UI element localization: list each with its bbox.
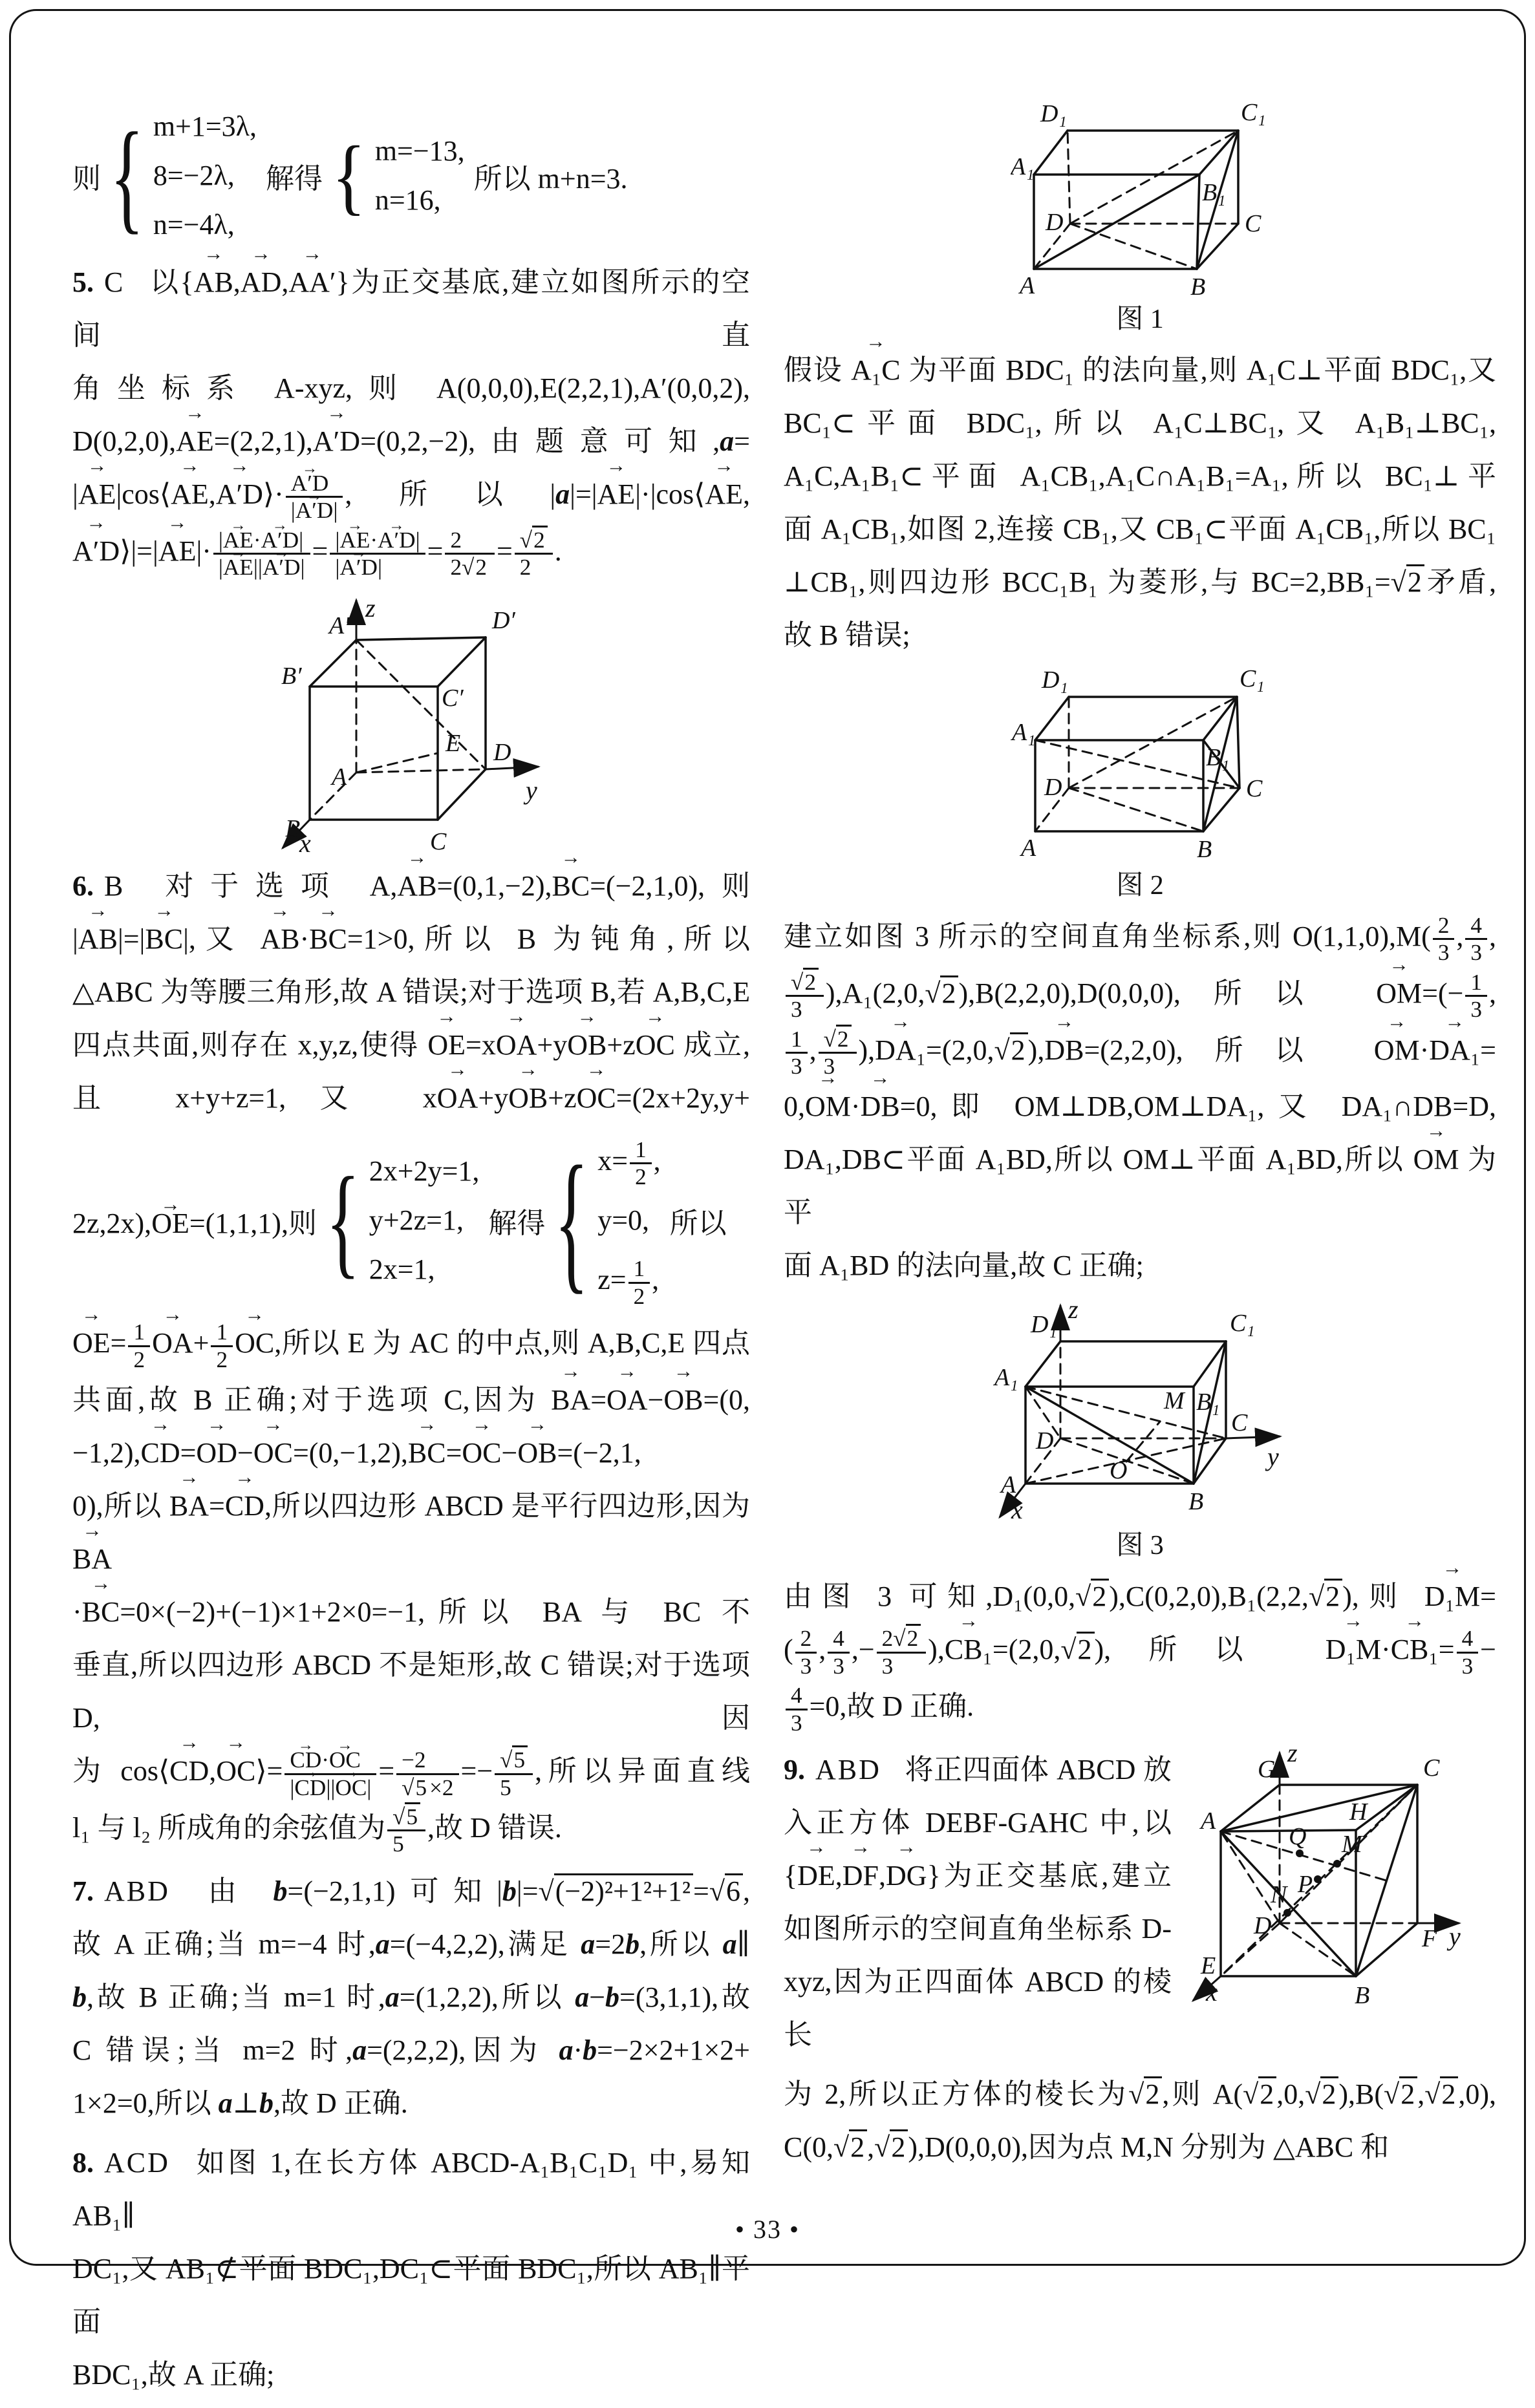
vertex-label-a: A [332, 763, 347, 791]
math-line: {→ DE,→ DF,→ DG}为正交基底,建立 [784, 1849, 1172, 1902]
problem-9-continued [784, 2068, 1496, 2174]
axis-label-z: z [1287, 1743, 1298, 1768]
axis-label-x: x [1206, 1977, 1218, 2007]
figure-problem9 [1181, 1743, 1492, 2021]
axis-label-y: y [526, 775, 537, 805]
axis-label-y: y [1449, 1922, 1461, 1952]
system-tail: 所以 [669, 1208, 727, 1240]
vertex-label-a1: A₁ [994, 1364, 1018, 1392]
vertex-label-a1: A₁ [1011, 153, 1035, 180]
equation: n=−4λ, [153, 209, 235, 240]
vertex-label-d1: D₁ [1042, 668, 1068, 694]
math-line: b,故 B 正确;当 m=1 时,a=(1,2,2),所以 a−b=(3,1,1),故 [72, 1981, 750, 2013]
equation: 2x+2y=1, [369, 1155, 480, 1188]
equation: m+1=3λ, [153, 111, 257, 142]
system-tail: 所以 m+n=3. [473, 163, 628, 195]
point-label-m: M [1164, 1387, 1185, 1415]
vertex-label-c: C [430, 827, 447, 855]
problem-8-analysis-d [784, 1570, 1496, 1737]
vertex-label-d: D [1044, 774, 1062, 801]
math-text: 对于选项 A,→ AB=(0,1,−2),→ BC=(−2,1,0),则 [148, 870, 750, 902]
math-line: 共面,故 B 正确;对于选项 C,因为 → BA=→ OA−→ OB=(0, [72, 1374, 750, 1427]
math-line: $\frac{√2}{3}$ ),A₁(2,0,√2),B(2,2,0),D(0,0,0),所以 → OM=(− $\frac{1}{3}$ , [784, 967, 1496, 1024]
vertex-label-g: G [1258, 1756, 1276, 1784]
equation: z= $\frac{1}{2}$ , [597, 1256, 660, 1309]
vertex-label-d: D [493, 738, 511, 766]
math-line: xyz,因为正四面体 ABCD 的棱长 [784, 1966, 1172, 2051]
math-line: 角坐标系 A-xyz,则 A(0,0,0),E(2,2,1),A′(0,0,2), [72, 372, 750, 404]
system-mid: 解得 [488, 1208, 546, 1240]
math-line: l₁ 与 l₂ 所成角的余弦值为 $\frac{√5}{5}$ ,故 D 错误. [72, 1802, 750, 1859]
math-line: $\frac{1}{3}$ , $\frac{√2}{3}$ ),→ DA₁=(2,0,√2),→ DB=(2,2,0),所以 → OM·→ DA₁= [784, 1024, 1496, 1081]
math-line: 建立如图 3 所示的空间直角坐标系,则 O(1,1,0),M( $\frac{2}{3}$ , $\frac{4}{3}$ , [784, 912, 1496, 966]
problem-answer: ACD [104, 2146, 170, 2179]
vertex-label-a1: A₁ [1012, 719, 1036, 746]
point-label-o: O [1110, 1457, 1128, 1485]
math-line: △ABC 为等腰三角形,故 A 错误;对于选项 B,若 A,B,C,E [72, 975, 750, 1008]
math-text: 如图 1,在长方体 ABCD-A₁B₁C₁D₁ 中,易知 AB₁∥ [72, 2146, 750, 2232]
math-line: 如图所示的空间直角坐标系 D- [784, 1913, 1172, 1945]
axis-label-x: x [1011, 1495, 1023, 1525]
problem-9 [784, 1743, 1496, 2062]
figure-2-box [1011, 668, 1269, 866]
math-line: C(0,√2,√2),D(0,0,0),因为点 M,N 分别为 △ABC 和 [784, 2121, 1496, 2174]
problem-answer: C [104, 266, 125, 298]
problem-8-header-line [72, 2136, 750, 2243]
math-line: 0,→ OM·→ DB=0,即 OM⊥DB,OM⊥DA₁,又 DA₁∩DB=D, [784, 1080, 1496, 1133]
vertex-label-b: B [1188, 1488, 1204, 1516]
problem-number: 9. [784, 1754, 805, 1786]
math-line: C 错误;当 m=2 时,a=(2,2,2),因为 a·b=−2×2+1×2+ [72, 2034, 750, 2066]
vertex-label-c: C [1246, 775, 1263, 802]
figure-tetrahedron-in-cube [1181, 1743, 1492, 2025]
vertex-label-d-prime: D′ [492, 606, 515, 634]
vertex-label-c1: C₁ [1230, 1310, 1255, 1337]
math-line: $\frac{4}{3}$ =0,故 D 正确. [784, 1680, 1496, 1737]
system-mid: 解得 [266, 163, 323, 195]
equations [369, 1147, 480, 1294]
math-line: 由图 3 可知,D₁(0,0,√2),C(0,2,0),B₁(2,2,√2),则 → D₁M= [784, 1570, 1496, 1623]
left-column [72, 102, 750, 2408]
math-line: ⊥CB₁,则四边形 BCC₁B₁ 为菱形,与 BC=2,BB₁=√2矛盾, [784, 556, 1496, 609]
axes [283, 600, 539, 848]
left-brace: { [332, 128, 366, 224]
vertex-label-c-prime: C′ [442, 684, 464, 712]
vertex-label-c: C [1245, 210, 1261, 237]
point-label-m: M [1342, 1831, 1362, 1859]
axis-label-y: y [1267, 1442, 1279, 1472]
axis-label-z: z [365, 593, 376, 623]
system-lead: 2z,2x),→ OE=(1,1,1),则 [72, 1200, 317, 1241]
problem-5 [72, 256, 750, 582]
problem-answer: ABD [104, 1875, 170, 1907]
equations [153, 102, 257, 250]
vertex-label-d1: D₁ [1040, 102, 1067, 127]
box-edges [310, 637, 486, 820]
equation-system-lambda [72, 102, 750, 250]
problem-8-analysis-c [784, 910, 1496, 1292]
vertex-label-b1: B₁ [1202, 179, 1226, 206]
figure-cube-problem5 [272, 588, 550, 856]
vertex-label-e: E [445, 729, 461, 757]
figure-2-caption: 图 2 [1116, 871, 1164, 900]
problem-answer: B [104, 869, 125, 902]
vertex-label-a: A [1201, 1807, 1216, 1835]
math-line: 假设 → A₁C 为平面 BDC₁ 的法向量,则 A₁C⊥平面 BDC₁,又 [784, 344, 1496, 397]
vertex-label-b: B [285, 815, 301, 842]
right-column [784, 97, 1496, 2180]
point-label-n: N [1271, 1881, 1287, 1909]
math-line: 入正方体 DEBF-GAHC 中,以 [784, 1807, 1172, 1839]
problem-number: 5. [72, 266, 94, 298]
vertex-label-b1: B₁ [1196, 1389, 1220, 1416]
math-line: 为 2,所以正方体的棱长为√2,则 A(√2,0,√2),B(√2,√2,0), [784, 2068, 1496, 2121]
math-line: |→ AB|=|→ BC|,又 → AB·→ BC=1>0,所以 B 为钝角,所以 [72, 913, 750, 966]
vertex-label-d: D [1254, 1912, 1272, 1940]
math-line: 故 A 正确;当 m=−4 时,a=(−4,2,2),满足 a=2b,所以 a∥ [72, 1928, 750, 1960]
figure-1-caption: 图 1 [1116, 304, 1164, 334]
problem-number: 7. [72, 1875, 94, 1907]
problem-5-header-line [72, 256, 750, 362]
problem-9-header-line [784, 1743, 1172, 1796]
page-number: • 33 • [735, 2215, 800, 2244]
vertex-label-c1: C₁ [1240, 668, 1265, 692]
vertex-label-a: A [1021, 835, 1036, 862]
axis-label-z: z [1068, 1299, 1079, 1325]
equation: m=−13, [374, 135, 465, 167]
equation: x= $\frac{1}{2}$ , [597, 1136, 661, 1190]
math-line: 故 B 错误; [784, 619, 910, 651]
math-line: ·→ BC=0×(−2)+(−1)×1+2×0=−1,所以 BA 与 BC 不 [72, 1586, 750, 1639]
system-lead: 则 [72, 163, 101, 195]
vertex-label-a: A [1001, 1471, 1016, 1499]
vertex-label-h: H [1349, 1798, 1368, 1826]
left-brace: { [110, 107, 144, 245]
problem-6-continued [72, 1317, 750, 1858]
problem-7 [72, 1865, 750, 2130]
math-line: 为 cos⟨→ CD,→ OC⟩= → $\frac{CD\cdot\to OC}{|\to CD||\to OC|}$ = $\frac{-2}{√5 \times 2}$ =− $\frac{√5}{5}$ ,所以异面直线 [72, 1745, 750, 1802]
problem-number: 6. [72, 869, 94, 902]
math-line: → A′D⟩|=|→ AE|· $\frac{|\to AE\cdot\to A'D|}{|\to AE||\to A'D|}$ = $\frac{|\to AE\cdot\to A'D|}{|\to A'D|}$ = $\frac{2}{2√2}$ = $\frac{√2}{2}$ . [72, 525, 750, 582]
vertex-label-d1: D₁ [1031, 1311, 1057, 1339]
vertex-label-b: B [1190, 273, 1206, 300]
problem-7-header-line [72, 1865, 750, 1918]
math-line: 1×2=0,所以 a⊥b,故 D 正确. [72, 2087, 408, 2119]
vertex-label-c1: C₁ [1241, 102, 1266, 126]
problem-8-analysis [784, 344, 1496, 662]
point-label-p: P [1298, 1871, 1313, 1899]
math-line: BDC₁,故 A 正确; [72, 2358, 275, 2391]
axis-label-x: x [299, 828, 311, 856]
figure-3-caption: 图 3 [1116, 1531, 1164, 1561]
equation: n=16, [374, 184, 441, 216]
equation-system-xyz [72, 1131, 750, 1311]
equation: y+2z=1, [369, 1204, 464, 1237]
vertex-label-d: D [1046, 209, 1064, 236]
vertex-label-a-prime: A′ [329, 612, 350, 639]
vertex-label-a: A [1020, 272, 1035, 299]
math-line: DC₁,又 AB₁⊄平面 BDC₁,DC₁⊂平面 BDC₁,所以 AB₁∥平面 [72, 2252, 750, 2338]
vertex-label-e: E [1201, 1952, 1216, 1980]
math-line: DA₁,DB⊂平面 A₁BD,所以 OM⊥平面 A₁BD,所以 → OM 为平 [784, 1133, 1496, 1239]
math-text: 以{→ AB,→ AD,→ AA′}为正交基底,建立如图所示的空间直 [72, 266, 750, 351]
vertex-label-b1: B₁ [1206, 744, 1230, 771]
math-line: D(0,2,0),→ AE=(2,2,1),→ A′D=(0,2,−2),由题意可知,a= [72, 415, 750, 468]
vertex-label-b-prime: B′ [281, 662, 302, 690]
equations [375, 127, 465, 225]
left-brace: { [325, 1151, 360, 1290]
point-label-q: Q [1289, 1823, 1307, 1851]
math-line: 面 A₁BD 的法向量,故 C 正确; [784, 1250, 1144, 1282]
figure-3-box [988, 1299, 1292, 1526]
problem-answer: ABD [815, 1754, 881, 1786]
problem-6 [72, 860, 750, 1125]
problem-8 [72, 2136, 750, 2402]
math-line: A₁C,A₁B₁⊂平面 A₁CB₁,A₁C∩A₁B₁=A₁,所以 BC₁⊥平 [784, 460, 1496, 492]
math-line: −1,2),→ CD=→ OD−→ OC=(0,−1,2),→ BC=→ OC−→ OB=(−2,1, [72, 1427, 750, 1480]
math-line: 四点共面,则存在 x,y,z,使得 → OE=x→ OA+y→ OB+z→ OC 成立, [72, 1019, 750, 1072]
figure-1-box [1011, 102, 1269, 300]
math-line: BC₁⊂平面 BDC₁,所以 A₁C⊥BC₁,又 A₁B₁⊥BC₁, [784, 407, 1496, 439]
vertex-label-b: B [1355, 1982, 1370, 2010]
vertex-label-c: C [1231, 1409, 1248, 1437]
left-brace: { [554, 1134, 589, 1308]
math-text: 由 b=(−2,1,1)可知|b|=√(−2)²+1²+1²=√6, [193, 1873, 750, 1907]
vertex-label-d: D [1036, 1427, 1054, 1455]
math-line: ( $\frac{2}{3}$ , $\frac{4}{3}$ ,− $\frac{2√2}{3}$ ),→ CB₁=(2,0,√2),所以 → D₁M·→ CB₁= $\frac{4}{3}$ − [784, 1623, 1496, 1680]
math-line: 垂直,所以四边形 ABCD 不是矩形,故 C 错误;对于选项 D,因 [72, 1649, 750, 1734]
math-line: |→ AE|cos⟨→ AE,→ A′D⟩· → $\frac{A'D}{|\to A'D|}$ ,所以|a|=|→ AE|·|cos⟨→ AE, [72, 468, 750, 525]
vertex-label-f: F [1422, 1925, 1437, 1953]
vertex-label-b: B [1197, 836, 1212, 863]
math-text: 将正四面体 ABCD 放 [904, 1754, 1172, 1786]
math-line: → OE= $\frac{1}{2}$ → OA+ $\frac{1}{2}$ → OC,所以 E 为 AC 的中点,则 A,B,C,E 四点 [72, 1317, 750, 1374]
vertex-label-c: C [1423, 1754, 1440, 1782]
math-line: 0),所以 → BA=→ CD,所以四边形 ABCD 是平行四边形,因为 → BA [72, 1480, 750, 1586]
problem-6-header-line [72, 860, 750, 913]
equation: 8=−2λ, [153, 160, 235, 191]
equation: 2x=1, [369, 1253, 435, 1286]
math-line: 面 A₁CB₁,如图 2,连接 CB₁,又 CB₁⊂平面 A₁CB₁,所以 BC₁ [784, 513, 1496, 545]
problem-number: 8. [72, 2146, 94, 2179]
equations [597, 1131, 660, 1311]
equation: y=0, [597, 1204, 650, 1237]
math-line: 且 x+y+z=1,又 x→ OA+y→ OB+z→ OC=(2x+2y,y+ [72, 1072, 750, 1125]
